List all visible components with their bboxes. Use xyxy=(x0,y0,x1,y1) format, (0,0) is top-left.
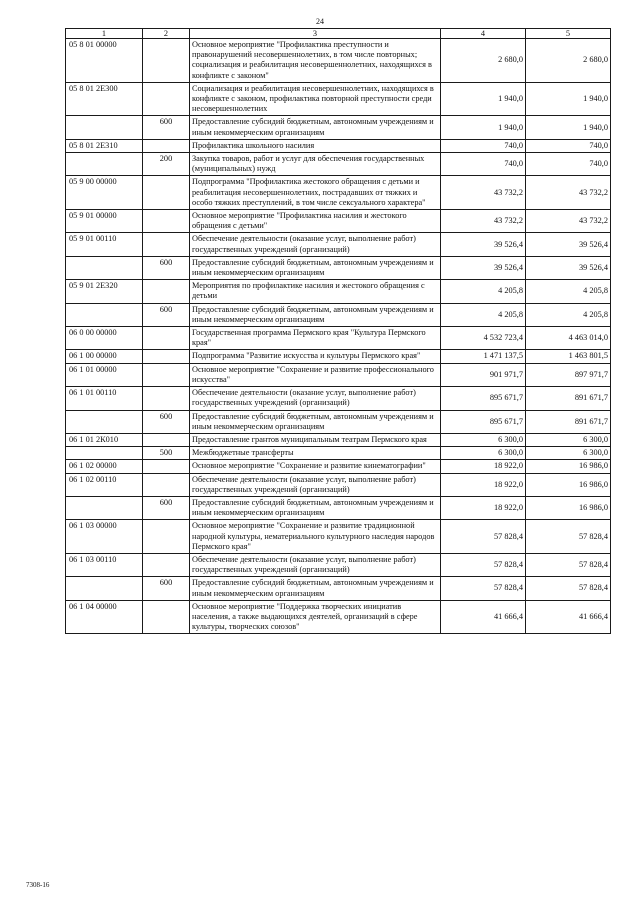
table-row xyxy=(66,553,611,576)
target-code xyxy=(66,410,143,433)
amount-year-2: 4 205,8 xyxy=(526,280,611,303)
amount-year-2: 4 463 014,0 xyxy=(526,327,611,350)
table-row xyxy=(66,303,611,326)
item-name: Обеспечение деятельности (оказание услуг, выполнение работ) государственных учреждений (организаций) xyxy=(190,473,441,496)
target-code xyxy=(66,447,143,460)
table-row xyxy=(66,139,611,152)
table-row xyxy=(66,233,611,256)
table-row xyxy=(66,116,611,139)
expense-type xyxy=(143,553,190,576)
expense-type xyxy=(143,460,190,473)
amount-year-2: 891 671,7 xyxy=(526,387,611,410)
item-name: Предоставление субсидий бюджетным, автономным учреждениям и иным некоммерческим организациям xyxy=(190,116,441,139)
page-number: 24 xyxy=(316,17,324,26)
item-name: Подпрограмма "Профилактика жестокого обращения с детьми и реабилитация несовершеннолетних, пострадавших от тяжких и особо тяжких преступлений, в том числе сексуального характера" xyxy=(190,176,441,210)
expense-type xyxy=(143,210,190,233)
target-code: 06 1 01 00110 xyxy=(66,387,143,410)
expense-type xyxy=(143,176,190,210)
amount-year-2: 740,0 xyxy=(526,153,611,176)
table-row xyxy=(66,387,611,410)
target-code: 06 1 02 00000 xyxy=(66,460,143,473)
amount-year-2: 16 986,0 xyxy=(526,496,611,519)
amount-year-1: 2 680,0 xyxy=(441,39,526,83)
target-code: 05 9 00 00000 xyxy=(66,176,143,210)
item-name: Профилактика школьного насилия xyxy=(190,139,441,152)
target-code: 06 1 02 00110 xyxy=(66,473,143,496)
table-row xyxy=(66,210,611,233)
amount-year-1: 18 922,0 xyxy=(441,496,526,519)
expense-type xyxy=(143,82,190,116)
amount-year-1: 57 828,4 xyxy=(441,577,526,600)
target-code: 06 0 00 00000 xyxy=(66,327,143,350)
column-header: 5 xyxy=(526,29,611,39)
amount-year-2: 39 526,4 xyxy=(526,233,611,256)
amount-year-1: 740,0 xyxy=(441,153,526,176)
amount-year-1: 901 971,7 xyxy=(441,363,526,386)
item-name: Предоставление субсидий бюджетным, автономным учреждениям и иным некоммерческим организациям xyxy=(190,410,441,433)
amount-year-2: 41 666,4 xyxy=(526,600,611,634)
expense-type xyxy=(143,233,190,256)
expense-type xyxy=(143,327,190,350)
item-name: Предоставление субсидий бюджетным, автономным учреждениям и иным некоммерческим организациям xyxy=(190,577,441,600)
target-code xyxy=(66,256,143,279)
column-header: 1 xyxy=(66,29,143,39)
target-code: 05 8 01 2Е300 xyxy=(66,82,143,116)
amount-year-1: 4 532 723,4 xyxy=(441,327,526,350)
amount-year-1: 1 940,0 xyxy=(441,82,526,116)
item-name: Предоставление субсидий бюджетным, автономным учреждениям и иным некоммерческим организациям xyxy=(190,496,441,519)
amount-year-2: 43 732,2 xyxy=(526,176,611,210)
table-row xyxy=(66,363,611,386)
amount-year-1: 39 526,4 xyxy=(441,256,526,279)
amount-year-1: 6 300,0 xyxy=(441,447,526,460)
item-name: Обеспечение деятельности (оказание услуг, выполнение работ) государственных учреждений (организаций) xyxy=(190,233,441,256)
target-code: 06 1 04 00000 xyxy=(66,600,143,634)
amount-year-1: 41 666,4 xyxy=(441,600,526,634)
item-name: Предоставление грантов муниципальным театрам Пермского края xyxy=(190,433,441,446)
amount-year-2: 1 940,0 xyxy=(526,116,611,139)
target-code: 06 1 01 2К010 xyxy=(66,433,143,446)
expense-type xyxy=(143,520,190,554)
target-code: 05 8 01 00000 xyxy=(66,39,143,83)
target-code: 05 9 01 2Е320 xyxy=(66,280,143,303)
table-row xyxy=(66,460,611,473)
expense-type: 200 xyxy=(143,153,190,176)
target-code: 05 9 01 00000 xyxy=(66,210,143,233)
amount-year-1: 895 671,7 xyxy=(441,410,526,433)
item-name: Государственная программа Пермского края "Культура Пермского края" xyxy=(190,327,441,350)
table-row xyxy=(66,256,611,279)
expense-type: 500 xyxy=(143,447,190,460)
expense-type xyxy=(143,433,190,446)
table-header-row xyxy=(66,29,611,39)
item-name: Подпрограмма "Развитие искусства и культуры Пермского края" xyxy=(190,350,441,363)
amount-year-1: 4 205,8 xyxy=(441,280,526,303)
amount-year-1: 740,0 xyxy=(441,139,526,152)
item-name: Мероприятия по профилактике насилия и жестокого обращения с детьми xyxy=(190,280,441,303)
amount-year-2: 57 828,4 xyxy=(526,553,611,576)
item-name: Основное мероприятие "Поддержка творческих инициатив населения, а также выдающихся деятелей, организаций в сфере культуры, творческих союзов" xyxy=(190,600,441,634)
item-name: Обеспечение деятельности (оказание услуг, выполнение работ) государственных учреждений (организаций) xyxy=(190,553,441,576)
table-row xyxy=(66,473,611,496)
target-code xyxy=(66,153,143,176)
table-row xyxy=(66,350,611,363)
expense-type: 600 xyxy=(143,303,190,326)
table-row xyxy=(66,410,611,433)
expense-type xyxy=(143,473,190,496)
item-name: Обеспечение деятельности (оказание услуг, выполнение работ) государственных учреждений (организаций) xyxy=(190,387,441,410)
amount-year-1: 43 732,2 xyxy=(441,176,526,210)
item-name: Предоставление субсидий бюджетным, автономным учреждениям и иным некоммерческим организациям xyxy=(190,256,441,279)
column-header: 4 xyxy=(441,29,526,39)
amount-year-2: 16 986,0 xyxy=(526,473,611,496)
expense-type: 600 xyxy=(143,256,190,279)
table-row xyxy=(66,577,611,600)
item-name: Закупка товаров, работ и услуг для обеспечения государственных (муниципальных) нужд xyxy=(190,153,441,176)
amount-year-2: 39 526,4 xyxy=(526,256,611,279)
expense-type xyxy=(143,350,190,363)
amount-year-1: 4 205,8 xyxy=(441,303,526,326)
amount-year-1: 57 828,4 xyxy=(441,520,526,554)
amount-year-2: 57 828,4 xyxy=(526,520,611,554)
amount-year-1: 895 671,7 xyxy=(441,387,526,410)
expense-type xyxy=(143,39,190,83)
item-name: Основное мероприятие "Профилактика насилия и жестокого обращения с детьми" xyxy=(190,210,441,233)
item-name: Основное мероприятие "Сохранение и развитие традиционной народной культуры, нематериального культурного наследия народов Пермского края" xyxy=(190,520,441,554)
expense-type: 600 xyxy=(143,496,190,519)
amount-year-2: 4 205,8 xyxy=(526,303,611,326)
amount-year-2: 57 828,4 xyxy=(526,577,611,600)
target-code xyxy=(66,496,143,519)
amount-year-2: 740,0 xyxy=(526,139,611,152)
amount-year-1: 1 940,0 xyxy=(441,116,526,139)
item-name: Основное мероприятие "Сохранение и развитие профессионального искусства" xyxy=(190,363,441,386)
target-code xyxy=(66,303,143,326)
table-row xyxy=(66,82,611,116)
expense-type xyxy=(143,280,190,303)
expense-type xyxy=(143,363,190,386)
amount-year-2: 2 680,0 xyxy=(526,39,611,83)
table-row xyxy=(66,153,611,176)
amount-year-2: 1 463 801,5 xyxy=(526,350,611,363)
amount-year-2: 6 300,0 xyxy=(526,433,611,446)
item-name: Основное мероприятие "Профилактика преступности и правонарушений несовершеннолетних, в том числе повторных; социализация и реабилитация несовершеннолетних, находящихся в конфликте с законом" xyxy=(190,39,441,83)
budget-table xyxy=(65,28,611,634)
column-header: 2 xyxy=(143,29,190,39)
item-name: Предоставление субсидий бюджетным, автономным учреждениям и иным некоммерческим организациям xyxy=(190,303,441,326)
expense-type: 600 xyxy=(143,410,190,433)
amount-year-2: 43 732,2 xyxy=(526,210,611,233)
target-code: 06 1 03 00110 xyxy=(66,553,143,576)
item-name: Социализация и реабилитация несовершеннолетних, находящихся в конфликте с законом, профилактика повторной преступности среди несовершеннолетних xyxy=(190,82,441,116)
document-code: 7308-16 xyxy=(26,881,50,889)
table-row xyxy=(66,447,611,460)
expense-type xyxy=(143,600,190,634)
target-code: 06 1 00 00000 xyxy=(66,350,143,363)
amount-year-1: 6 300,0 xyxy=(441,433,526,446)
target-code: 06 1 01 00000 xyxy=(66,363,143,386)
amount-year-1: 18 922,0 xyxy=(441,460,526,473)
column-header: 3 xyxy=(190,29,441,39)
item-name: Межбюджетные трансферты xyxy=(190,447,441,460)
table-row xyxy=(66,600,611,634)
amount-year-1: 57 828,4 xyxy=(441,553,526,576)
target-code xyxy=(66,116,143,139)
amount-year-2: 6 300,0 xyxy=(526,447,611,460)
amount-year-1: 39 526,4 xyxy=(441,233,526,256)
table-row xyxy=(66,280,611,303)
amount-year-2: 897 971,7 xyxy=(526,363,611,386)
table-row xyxy=(66,176,611,210)
table-row xyxy=(66,327,611,350)
target-code xyxy=(66,577,143,600)
table-row xyxy=(66,496,611,519)
target-code: 05 9 01 00110 xyxy=(66,233,143,256)
expense-type xyxy=(143,139,190,152)
amount-year-1: 1 471 137,5 xyxy=(441,350,526,363)
amount-year-1: 18 922,0 xyxy=(441,473,526,496)
amount-year-1: 43 732,2 xyxy=(441,210,526,233)
target-code: 06 1 03 00000 xyxy=(66,520,143,554)
amount-year-2: 16 986,0 xyxy=(526,460,611,473)
expense-type: 600 xyxy=(143,116,190,139)
expense-type: 600 xyxy=(143,577,190,600)
expense-type xyxy=(143,387,190,410)
amount-year-2: 891 671,7 xyxy=(526,410,611,433)
table-row xyxy=(66,39,611,83)
item-name: Основное мероприятие "Сохранение и развитие кинематографии" xyxy=(190,460,441,473)
amount-year-2: 1 940,0 xyxy=(526,82,611,116)
target-code: 05 8 01 2Е310 xyxy=(66,139,143,152)
table-row xyxy=(66,433,611,446)
table-row xyxy=(66,520,611,554)
